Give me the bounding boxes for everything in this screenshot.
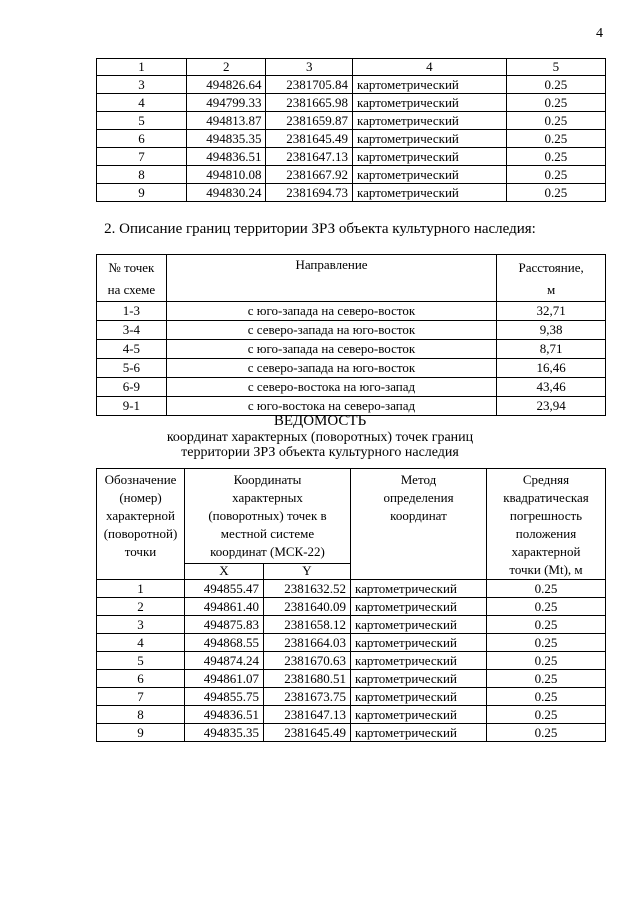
point-number: 8 [97,166,187,184]
error-header-line: Средняя [522,472,570,487]
error-value: 0.25 [506,94,605,112]
table-row [97,724,606,742]
column-number-2: 2 [186,59,266,76]
segment-direction: с северо-востока на юго-запад [166,378,496,397]
coordinates-header-line: характерных [232,490,303,505]
segment-distance: 43,46 [497,378,606,397]
table-row [97,130,606,148]
coordinates-header [185,469,351,564]
column-number-5: 5 [506,59,605,76]
point-number: 4 [97,634,185,652]
error-header-line: точки (Mt), м [509,562,583,577]
coord-y: 2381670.63 [264,652,351,670]
error-value: 0.25 [506,112,605,130]
column-number-1: 1 [97,59,187,76]
point-number: 5 [97,112,187,130]
error-value: 0.25 [506,76,605,94]
points-header [97,255,167,302]
point-number: 6 [97,130,187,148]
table-row [97,94,606,112]
coord-x: 494861.40 [185,598,264,616]
method: картометрический [351,652,487,670]
coordinates-header-line: Координаты [233,472,302,487]
coord-x: 494830.24 [186,184,266,202]
method: картометрический [352,94,506,112]
segment-direction: с северо-запада на юго-восток [166,359,496,378]
table-row [97,148,606,166]
error-header-line: погрешность [509,508,583,523]
error-value: 0.25 [506,184,605,202]
table-row [97,706,606,724]
coord-y: 2381680.51 [264,670,351,688]
point-number: 3 [97,76,187,94]
table-row [97,580,606,598]
coordinates-table-continued [96,58,606,202]
points-header-line1: № точек [108,260,155,275]
table-row [97,112,606,130]
error-value: 0.25 [487,688,606,706]
coord-y: 2381659.87 [266,112,353,130]
table-row [97,634,606,652]
coord-x: 494868.55 [185,634,264,652]
table-row [97,598,606,616]
coord-y: 2381705.84 [266,76,353,94]
coord-x: 494813.87 [186,112,266,130]
segment-points: 4-5 [97,340,167,359]
distance-header-line1: Расстояние, [518,260,584,275]
segment-points: 6-9 [97,378,167,397]
point-number: 6 [97,670,185,688]
table-row [97,616,606,634]
error-header-line: характерной [511,544,581,559]
coordinates-header-line: (поворотных) точек в [208,508,327,523]
method: картометрический [352,184,506,202]
point-number: 8 [97,706,185,724]
method: картометрический [352,130,506,148]
segment-distance: 32,71 [497,302,606,321]
table-row [97,652,606,670]
designation-header-line: точки [124,544,157,559]
method: картометрический [351,634,487,652]
table-row [97,321,606,340]
designation-header [97,469,185,580]
table-row [97,76,606,94]
coord-x: 494861.07 [185,670,264,688]
table-row [97,688,606,706]
method-header [351,469,487,580]
column-number-4: 4 [352,59,506,76]
coord-y: 2381665.98 [266,94,353,112]
error-header [487,469,606,580]
segment-points: 5-6 [97,359,167,378]
section-2-title: 2. Описание границ территории ЗРЗ объекта культурного наследия: [104,221,536,237]
point-number: 3 [97,616,185,634]
coord-y: 2381664.03 [264,634,351,652]
coord-y: 2381645.49 [264,724,351,742]
coord-x: 494836.51 [186,148,266,166]
distance-header-line2: м [547,282,556,297]
designation-header-line: (номер) [119,490,162,505]
coord-y: 2381694.73 [266,184,353,202]
error-value: 0.25 [506,148,605,166]
coord-x: 494810.08 [186,166,266,184]
error-header-line: положения [515,526,577,541]
table-row [97,340,606,359]
method: картометрический [351,598,487,616]
point-number: 7 [97,688,185,706]
table-header-row [97,255,606,302]
coord-x: 494835.35 [186,130,266,148]
segment-direction: с юго-востока на северо-запад [166,397,496,416]
coord-y: 2381658.12 [264,616,351,634]
coord-y: 2381632.52 [264,580,351,598]
point-number: 9 [97,184,187,202]
segment-direction: с юго-запада на северо-восток [166,340,496,359]
segment-distance: 8,71 [497,340,606,359]
x-header: X [185,563,264,579]
designation-header-line: характерной [106,508,175,523]
point-number: 2 [97,598,185,616]
coord-y: 2381645.49 [266,130,353,148]
coord-x: 494855.47 [185,580,264,598]
method: картометрический [351,688,487,706]
coordinates-header-line: местной системе [220,526,315,541]
error-value: 0.25 [487,616,606,634]
table-row [97,359,606,378]
segment-distance: 16,46 [497,359,606,378]
boundary-description-table [96,254,606,416]
error-value: 0.25 [487,652,606,670]
points-header-line2: на схеме [107,282,156,297]
point-number: 1 [97,580,185,598]
coord-x: 494874.24 [185,652,264,670]
coord-y: 2381647.13 [266,148,353,166]
method: картометрический [351,724,487,742]
segment-points: 1-3 [97,302,167,321]
designation-header-line: (поворотной) [103,526,178,541]
page-number: 4 [596,26,603,41]
error-value: 0.25 [487,670,606,688]
table-row [97,302,606,321]
method: картометрический [351,580,487,598]
method: картометрический [352,166,506,184]
segment-distance: 9,38 [497,321,606,340]
segment-direction: с юго-запада на северо-восток [166,302,496,321]
coord-y: 2381673.75 [264,688,351,706]
direction-header: Направление [166,255,496,302]
coord-x: 494799.33 [186,94,266,112]
table-row [97,670,606,688]
point-number: 9 [97,724,185,742]
segment-distance: 23,94 [497,397,606,416]
point-number: 7 [97,148,187,166]
method-header-line: определения [383,490,454,505]
error-value: 0.25 [487,580,606,598]
table-row [97,166,606,184]
table-row [97,378,606,397]
error-value: 0.25 [506,130,605,148]
error-value: 0.25 [487,724,606,742]
method-header-line: Метод [400,472,437,487]
y-header: Y [264,563,351,579]
column-number-3: 3 [266,59,353,76]
designation-header-line: Обозначение [104,472,177,487]
segment-points: 9-1 [97,397,167,416]
coord-x: 494835.35 [185,724,264,742]
error-value: 0.25 [487,706,606,724]
vedomost-title: ВЕДОМОСТЬ [273,413,367,429]
error-value: 0.25 [487,634,606,652]
error-value: 0.25 [487,598,606,616]
method: картометрический [352,76,506,94]
method: картометрический [352,148,506,166]
vedomost-coordinates-table [96,468,606,742]
coordinates-header-line: координат (МСК-22) [210,544,325,559]
vedomost-subtitle-line1: координат характерных (поворотных) точек границ [166,430,474,445]
point-number: 5 [97,652,185,670]
distance-header [497,255,606,302]
method: картометрический [352,112,506,130]
table-header-row [97,469,606,564]
coord-x: 494826.64 [186,76,266,94]
vedomost-subtitle-line2: территории ЗРЗ объекта культурного наследия [181,445,459,460]
coord-x: 494855.75 [185,688,264,706]
method: картометрический [351,670,487,688]
table-header-row [97,59,606,76]
segment-points: 3-4 [97,321,167,340]
method: картометрический [351,616,487,634]
segment-direction: с северо-запада на юго-восток [166,321,496,340]
method: картометрический [351,706,487,724]
method-header-line: координат [390,508,447,523]
coord-y: 2381640.09 [264,598,351,616]
error-value: 0.25 [506,166,605,184]
coord-y: 2381667.92 [266,166,353,184]
coord-x: 494836.51 [185,706,264,724]
coord-y: 2381647.13 [264,706,351,724]
error-header-line: квадратическая [503,490,589,505]
coord-x: 494875.83 [185,616,264,634]
point-number: 4 [97,94,187,112]
table-row [97,184,606,202]
